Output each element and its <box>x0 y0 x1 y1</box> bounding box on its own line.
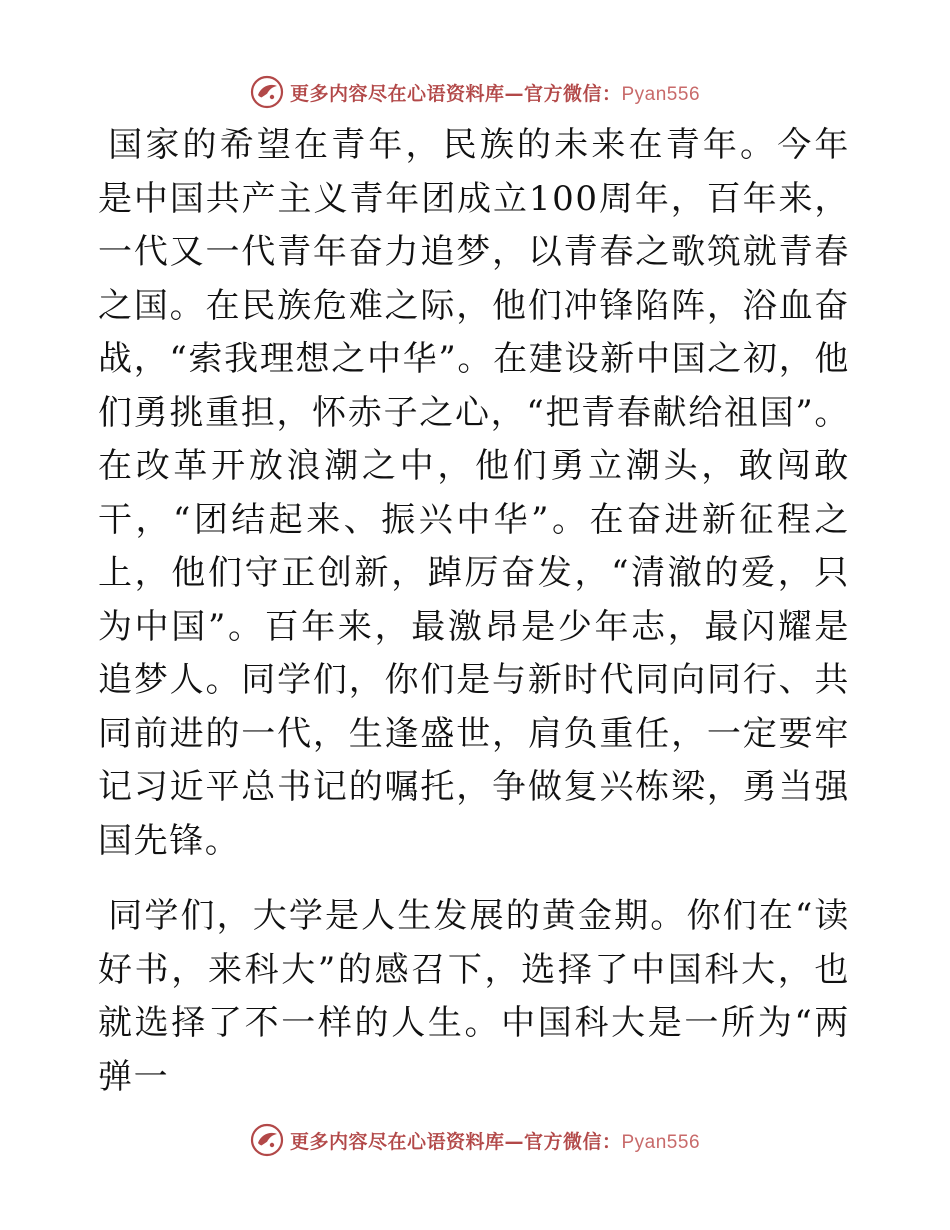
body-text <box>98 119 850 1104</box>
logo-icon <box>250 75 284 109</box>
page-footer-watermark <box>0 1120 950 1160</box>
paragraph-1: 国家的希望在青年，民族的未来在青年。今年是中国共产主义青年团成立100周年，百年来，一代又一代青年奋力追梦，以青春之歌筑就青春之国。在民族危难之际，他们冲锋陷阵，浴血奋战，“索我理想之中华”。在建设新中国之初，他们勇挑重担，怀赤子之心，“把青春献给祖国”。在改革开放浪潮之中，他们勇立潮头，敢闯敢干，“团结起来、振兴中华”。在奋进新征程之上，他们守正创新，踔厉奋发，“清澈的爱，只为中国”。百年来，最激昂是少年志，最闪耀是追梦人。同学们，你们是与新时代同向同行、共同前进的一代，生逢盛世，肩负重任，一定要牢记习近平总书记的嘱托，争做复兴栋梁，勇当强国先锋。 <box>98 125 850 861</box>
watermark-text: 更多内容尽在心语资料库—官方微信： <box>289 1130 622 1153</box>
watermark-wechat-id: Pyan556 <box>621 1131 701 1153</box>
watermark-banner <box>250 75 700 109</box>
paragraph-2: 同学们，大学是人生发展的黄金期。你们在“读好书，来科大”的感召下，选择了中国科大，也就选择了不一样的人生。中国科大是一所为“两弹一 <box>98 896 850 1097</box>
watermark-text: 更多内容尽在心语资料库—官方微信： <box>289 82 622 105</box>
watermark-banner-footer <box>250 1123 700 1157</box>
watermark-wechat-id: Pyan556 <box>621 83 701 105</box>
page-header-watermark <box>0 72 950 112</box>
logo-icon <box>250 1123 284 1157</box>
